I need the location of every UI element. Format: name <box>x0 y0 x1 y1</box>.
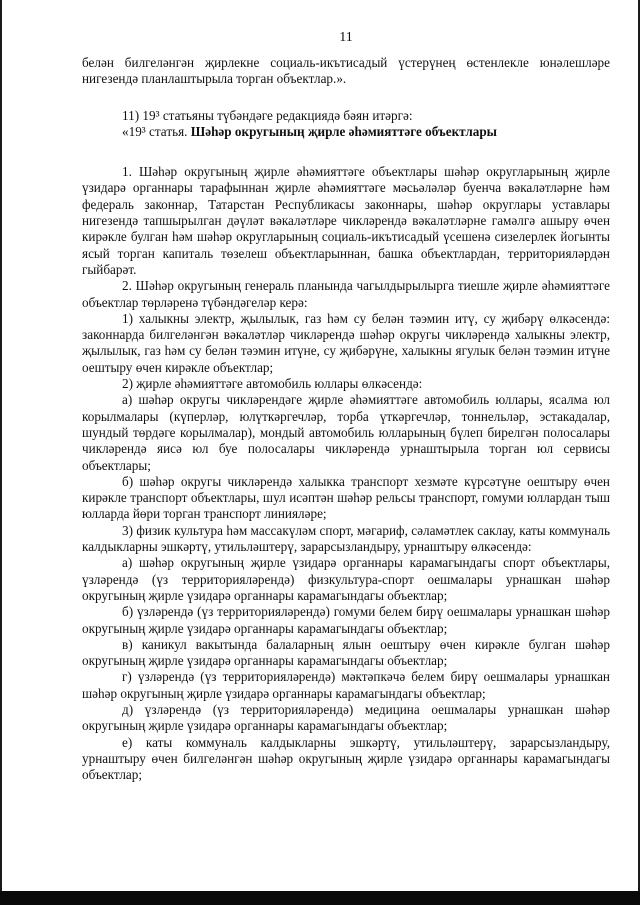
paragraph-amendment-item <box>82 108 610 124</box>
document-body <box>82 55 610 783</box>
paragraph-item-2: 2) җирле әһәмияттәге автомобиль юллары өлкәсендә: <box>122 376 423 392</box>
article-number: «19³ статья. <box>122 123 191 139</box>
article-heading <box>82 124 610 140</box>
paragraph-item-1: 1) халыкны электр, җылылык, газ һәм су белән тәэмин итү, су җибәрү өлкәсендә: законнарда билгеләнгән вәкаләтләр чикләрендә шәһәр округы чикләрендә халыкны электр, җылылык, газ һәм су белән тәэмин итүне, су җибәрүне, халыкны ягулык белән тәэмин итүне оештыру өчен кирәкле объектлар; <box>82 310 610 375</box>
paragraph-item-3b: б) үзләрендә (үз территорияләрендә) гомуми белем бирү оешмалары урнашкан шәһәр округының җирле үзидарә органнары карамагындагы объектлар; <box>82 604 610 636</box>
article-title: Шәһәр округының җирле әһәмияттәге объектлары <box>190 123 497 139</box>
paragraph-clause-2: 2. Шәһәр округының генераль планында чагылдырылырга тиешле җирле әһәмияттәге объектлар төрләренә түбәндәгеләр керә: <box>82 278 610 310</box>
paragraph-item-2b: б) шәһәр округы чикләрендә халыкка транспорт хезмәте күрсәтүне оештыру өчен кирәкле транспорт объектлары, шул исәптән шәһәр рельсы транспорт, гомуми юллардан тыш юлларда йөри торган транспорт линияләре; <box>82 473 610 522</box>
paragraph-item-3v: в) каникул вакытында балаларның ялын оештыру өчен кирәкле булган шәһәр округының җирле үзидарә органнары карамагындагы объектлар; <box>82 636 610 669</box>
paragraph-clause-1: 1. Шәһәр округының җирле әһәмияттәге объектлары шәһәр округларының җирле үзидарә органнары тарафыннан җирле әһәмияттәге мәсьәләләр буенча вәкаләтләрне һәм федераль законнар, Татарстан Республикасы законнары, шәһәр округлары уставлары нигезендә тапшырылган дәүләт вәкаләтләре чикләрендә вәкаләтләрне гамәлгә ашыру өчен кирәкле булган һәм шәһәр округларының социаль-икътисадый үсешенә сизелерлек йогынты ясый торган капиталь төзелеш объектларыннан, башка объектлардан, территорияләрдән гыйбарәт. <box>82 164 610 277</box>
paragraph-item-3: 3) физик культура һәм массакүләм спорт, мәгариф, сәламәтлек саклау, каты коммуналь калдыкларны эшкәртү, утильләштерү, зарарсызландыру, урнаштыру өлкәсендә: <box>82 522 610 555</box>
paragraph-continuation: белән билгеләнгән җирлекне социаль-икътисадый үстерүнең өстенлекле юнәлешләре нигезендә планлаштырыла торган объектлар.». <box>82 55 610 87</box>
paragraph-item-3d: д) үзләрендә (үз территорияләрендә) медицина оешмалары урнашкан шәһәр округының җирле үзидарә органнары карамагындагы объектлар; <box>82 701 610 734</box>
paragraph-item-3e: е) каты коммуналь калдыкларны эшкәртү, утильләштерү, зарарсызландыру, урнаштыру өчен билгеләнгән шәһәр округының җирле үзидарә органнары карамагындагы объектлар; <box>82 734 610 783</box>
paragraph-item-3g: г) үзләрендә (үз территорияләрендә) мәктәпкәчә белем бирү оешмалары урнашкан шәһәр округының җирле үзидарә органнары карамагындагы объектлар; <box>82 669 610 701</box>
paragraph-item-3a: а) шәһәр округының җирле үзидарә органнары карамагындагы спорт объектлары, үзләрендә (үз территорияләрендә) физкультура-спорт оешмалары урнашкан шәһәр округының җирле үзидарә органнары карамагындагы объектлар; <box>82 555 610 603</box>
paragraph-item-2a: а) шәһәр округы чикләрендәге җирле әһәмияттәге автомобиль юллары, ясалма юл корылмалары (күперләр, юлүткәргечләр, торба үткәргечләр, тоннельләр, эстакадалар, шундый төрдәге корылмалар), мондый автомобиль юлларының бүлеп бирелгән полосалары чикләрендә яисә юл буе полосалары чикләрендә урнаштырыла торган юл сервисы объектлары; <box>82 392 610 473</box>
scan-edge-bottom <box>0 891 640 905</box>
amendment-intro: 11) 19³ статьяны түбәндәге редакциядә бәян итәргә: <box>122 107 413 123</box>
scan-edge-left <box>0 0 2 905</box>
page-number: 11 <box>339 30 353 45</box>
